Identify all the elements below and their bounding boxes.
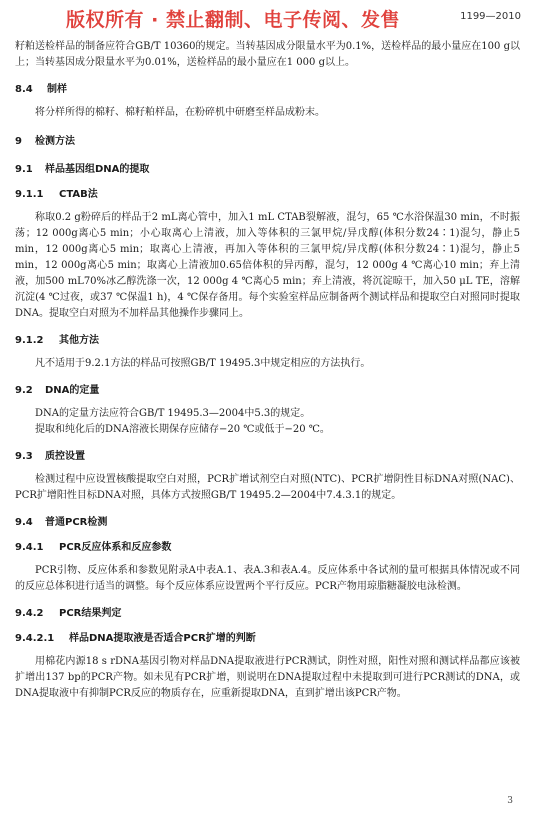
paragraph-ctab-method: 称取0.2 g粉碎后的样品于2 mL离心管中，加入1 mL CTAB裂解液，混匀，65 ℃水浴保温30 min，不时振荡；12 000g离心5 min；小心取离心上清液，加入等体积的三氯甲烷/异戊醇(体积分数24∶1)混匀，静止5 min，12 000g离心5 min；取离心上清液，再加入等体积的三氯甲烷/异戊醇(体积分数24∶1)混匀，静止5 min，12 000g离心5 min；取离心上清液加0.65倍体积的异丙醇，混匀，12 000g 4 ℃离心10 min；弃上清液，加500 mL70%冰乙醇洗涤一次，12 000g 4 ℃离心5 min；弃上清液，将沉淀晾干，加入50 μL TE，溶解沉淀(4 ℃过夜，或37 ℃保温1 h)，4 ℃保存备用。每个实验室样品应制备两个测试样品和提取空白对照同时提取DNA。提取空白对照为不加样品其他操作步骤同上。 (15, 212, 520, 319)
paragraph-grinding: 将分样所得的棉籽、棉籽粕样品，在粉碎机中研磨至样品成粉末。 (35, 107, 325, 118)
section-9-1-2-heading (15, 334, 520, 348)
section-title: 其他方法 (59, 335, 99, 346)
section-number: 9.4.1 (15, 542, 44, 553)
section-title: PCR结果判定 (59, 608, 122, 619)
section-9-2-heading (15, 384, 520, 398)
page-number: 3 (507, 796, 513, 806)
section-number: 9.3 (15, 451, 33, 462)
paragraph-dna-suitability: 用棉花内源18 s rDNA基因引物对样品DNA提取液进行PCR测试，阴性对照，阳性对照和测试样品都应该被扩增出137 bp的PCR产物。如未见有PCR扩增，则说明在DNA提取过程中未提取到可进行PCR测试的DNA，或DNA提取液中有抑制PCR反应的物质存在，应重新提取DNA，直到扩增出该PCR产物。 (15, 656, 520, 699)
section-9-4-2-heading (15, 607, 520, 621)
section-title: 样品DNA提取液是否适合PCR扩增的判断 (69, 633, 256, 644)
section-title: DNA的定量 (45, 385, 100, 396)
section-title: 检测方法 (35, 136, 75, 147)
section-8-4-heading (15, 83, 520, 97)
document-number: 1199—2010 (460, 11, 521, 22)
paragraph-pcr-system: PCR引物、反应体系和参数见附录A中表A.1、表A.3和表A.4。反应体系中各试剂的量可根据具体情况或不同的反应总体积进行适当的调整。每个反应体系应设置两个平行反应。PCR产物用琼脂糖凝胶电泳检测。 (15, 565, 520, 592)
section-title: 样品基因组DNA的提取 (45, 164, 150, 175)
section-number: 9.4 (15, 517, 33, 528)
section-number: 9.1.1 (15, 189, 44, 200)
section-number: 9.2 (15, 385, 33, 396)
section-number: 9 (15, 136, 22, 147)
section-title: 质控设置 (45, 451, 85, 462)
section-number: 9.4.2.1 (15, 633, 55, 644)
paragraph-quality-control: 检测过程中应设置核酸提取空白对照，PCR扩增试剂空白对照(NTC)、PCR扩增阴性目标DNA对照(NAC)、PCR扩增阳性目标DNA对照，具体方式按照GB/T 19495.2—2004中7.4.3.1的规定。 (15, 474, 520, 501)
section-title: PCR反应体系和反应参数 (59, 542, 172, 553)
section-number: 9.1 (15, 164, 33, 175)
section-9-3-heading (15, 450, 520, 464)
section-title: CTAB法 (59, 189, 98, 200)
section-9-4-heading (15, 516, 520, 530)
section-title: 制样 (47, 84, 67, 95)
document-body (15, 39, 520, 702)
section-number: 9.4.2 (15, 608, 44, 619)
section-number: 8.4 (15, 84, 33, 95)
section-9-heading (15, 135, 520, 149)
section-9-4-1-heading (15, 541, 520, 555)
section-9-4-2-1-heading (15, 632, 520, 646)
paragraph-dna-storage: 提取和纯化后的DNA溶液长期保存应储存−20 ℃或低于−20 ℃。 (35, 424, 330, 435)
watermark: 版权所有 · 禁止翻制、电子传阅、发售 (66, 9, 400, 31)
section-9-1-1-heading (15, 188, 520, 202)
section-9-1-heading (15, 163, 520, 177)
section-title: 普通PCR检测 (45, 517, 108, 528)
section-number: 9.1.2 (15, 335, 44, 346)
paragraph-other-methods: 凡不适用于9.2.1方法的样品可按照GB/T 19495.3中规定相应的方法执行。 (35, 358, 371, 369)
paragraph-dna-quantification: DNA的定量方法应符合GB/T 19495.3—2004中5.3的规定。 (35, 408, 311, 419)
paragraph-sample-prep: 籽粕送检样品的制备应符合GB/T 10360的规定。当转基因成分限量水平为0.1%，送检样品的最小量应在100 g以上；当转基因成分限量水平为0.01%，送检样品的最小量应在1 000 g以上。 (15, 41, 520, 68)
